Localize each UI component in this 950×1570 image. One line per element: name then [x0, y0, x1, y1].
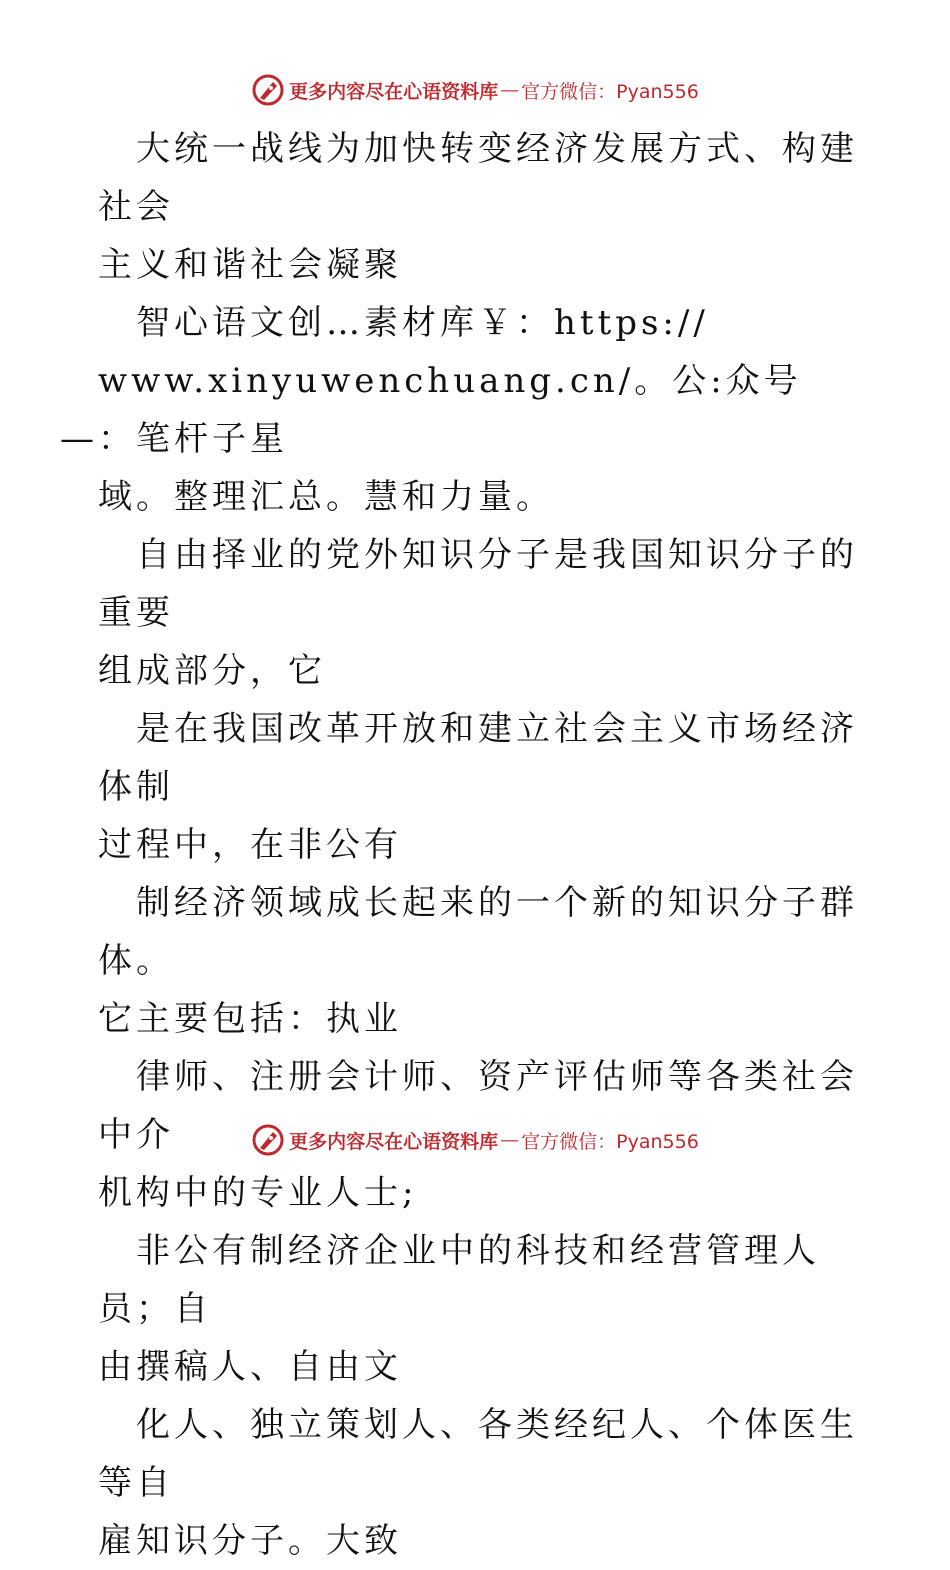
banner-separator: — [500, 79, 520, 101]
text-line: 大统一战线为加快转变经济发展方式、构建社会 [98, 129, 858, 227]
pen-nib-logo-icon [251, 1123, 285, 1157]
text-line: 化人、独立策划人、各类经纪人、个体医生等自 [98, 1405, 858, 1503]
pen-nib-logo-icon [251, 73, 285, 107]
paragraph-5 [98, 874, 858, 1048]
document-body [60, 120, 858, 1570]
text-line: 智心语文创…素材库￥：https:// [136, 303, 709, 343]
paragraph-3 [98, 526, 858, 700]
text-line: 过程中，在非公有 [98, 825, 402, 865]
text-line: 是在我国改革开放和建立社会主义市场经济体制 [98, 709, 858, 807]
text-line: 它主要包括：执业 [98, 999, 402, 1039]
footer-banner [0, 1120, 950, 1160]
paragraph-7 [98, 1222, 858, 1396]
text-line: 机构中的专业人士; [98, 1173, 418, 1213]
banner-brand-text: 更多内容尽在心语资料库 [289, 80, 499, 103]
banner-wechat-text: 官方微信：Pyan556 [521, 1130, 699, 1153]
banner-brand-text: 更多内容尽在心语资料库 [289, 1130, 499, 1153]
banner-separator: — [500, 1129, 520, 1151]
banner-wechat-text: 官方微信：Pyan556 [521, 80, 699, 103]
paragraph-4 [98, 700, 858, 874]
text-line: 雇知识分子。大致 [98, 1521, 402, 1561]
text-line: 制经济领域成长起来的一个新的知识分子群体。 [98, 883, 858, 981]
paragraph-2 [60, 294, 858, 526]
text-line: 域。整理汇总。慧和力量。 [98, 477, 554, 517]
header-banner [0, 70, 950, 110]
text-line: www.xinyuwenchuang.cn/。公:众号—：笔杆子星 [60, 361, 802, 459]
text-line: 律师、注册会计师、资产评估师等各类社会中介 [98, 1057, 858, 1155]
text-line: 主义和谐社会凝聚 [98, 245, 402, 285]
paragraph-8 [98, 1396, 858, 1570]
text-line: 组成部分，它 [98, 651, 326, 691]
text-line: 非公有制经济企业中的科技和经营管理人员；自 [98, 1231, 820, 1329]
paragraph-1 [98, 120, 858, 294]
text-line: 自由择业的党外知识分子是我国知识分子的重要 [98, 535, 858, 633]
text-line: 由撰稿人、自由文 [98, 1347, 402, 1387]
